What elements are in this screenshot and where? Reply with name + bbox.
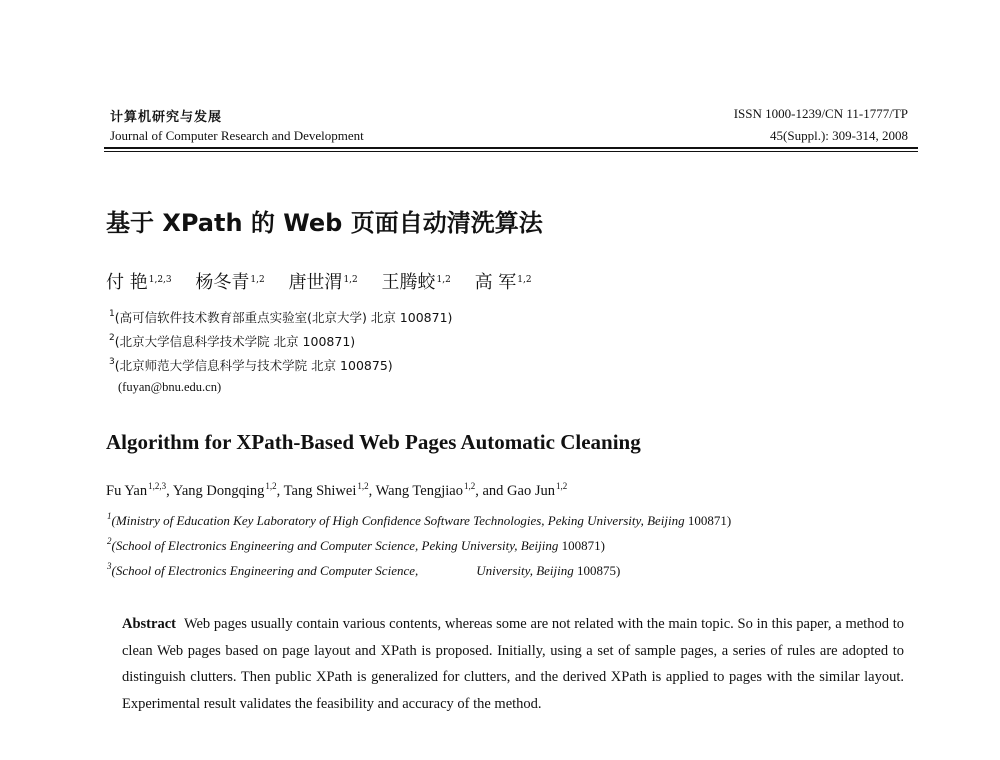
author-list-cn [106,268,550,294]
author-en: Tang Shiwei$^{1,2}$ [283,481,369,499]
author-cn: 付 艳$^{1,2,3}$ [106,272,172,293]
journal-name-cn: 计算机研究与发展 [110,109,223,124]
affiliation-cn: $^3$(北京师范大学信息科学与技术学院 北京 100875) [109,357,393,373]
author-en: Fu Yan$^{1,2,3}$ [106,481,167,499]
author-en: Yang Dongqing$^{1,2}$ [172,481,277,499]
journal-name-en: Journal of Computer Research and Development [110,128,364,143]
affiliation-cn: $^2$(北京大学信息科学技术学院 北京 100871) [109,333,356,349]
abstract-label: Abstract [122,616,176,632]
paper-title-en: Algorithm for XPath-Based Web Pages Automatic Cleaning [106,430,641,454]
author-cn: 高 军$^{1,2}$ [474,272,532,293]
author-cn: 唐世渭$^{1,2}$ [288,272,358,293]
author-list-en: Fu Yan$^{1,2,3}$, Yang Dongqing$^{1,2}$, Tang Shiwei$^{1,2}$, Wang Tengjiao$^{1,2}$, and Gao Jun$^{1,2}$ [106,481,568,499]
volume-pages: 45(Suppl.): 309-314, 2008 [770,128,908,143]
affiliation-en: $^2$(School of Electronics Engineering and Computer Science, Peking University, Beijing 100871) [107,536,605,553]
abstract [122,611,904,717]
header-rule-thin [104,151,918,152]
author-en: Gao Jun$^{1,2}$ [507,481,568,499]
affiliation-en: $^3$(School of Electronics Engineering and Computer Science, University, Beijing 100875) [107,561,621,578]
abstract-text: Web pages usually contain various contents, whereas some are not related with the main topic. So in this paper, a method to clean Web pages based on page layout and XPath is proposed. Initially, using a set of sample pages, a series of rules are adopted to distinguish clutters. Then public XPath is generalized for clutters, and the derived XPath is applied to pages with the similar layout. Experimental result validates the feasibility and accuracy of the method. [122,616,904,712]
author-cn: 杨冬青$^{1,2}$ [195,272,265,293]
affiliation-en: $^1$(Ministry of Education Key Laboratory of High Confidence Software Technologies, Peking University, Beijing 100871) [107,511,732,528]
author-email: (fuyan@bnu.edu.cn) [118,380,222,394]
paper-title-cn: 基于 XPath 的 Web 页面自动清洗算法 [106,209,543,237]
author-cn: 王腾蛟$^{1,2}$ [381,272,451,293]
affiliation-cn: $^1$(高可信软件技术教育部重点实验室(北京大学) 北京 100871) [109,309,453,325]
header-rule [104,147,918,149]
issn-line: ISSN 1000-1239/CN 11-1777/TP [733,106,908,121]
author-en: Wang Tengjiao$^{1,2}$ [375,481,476,499]
